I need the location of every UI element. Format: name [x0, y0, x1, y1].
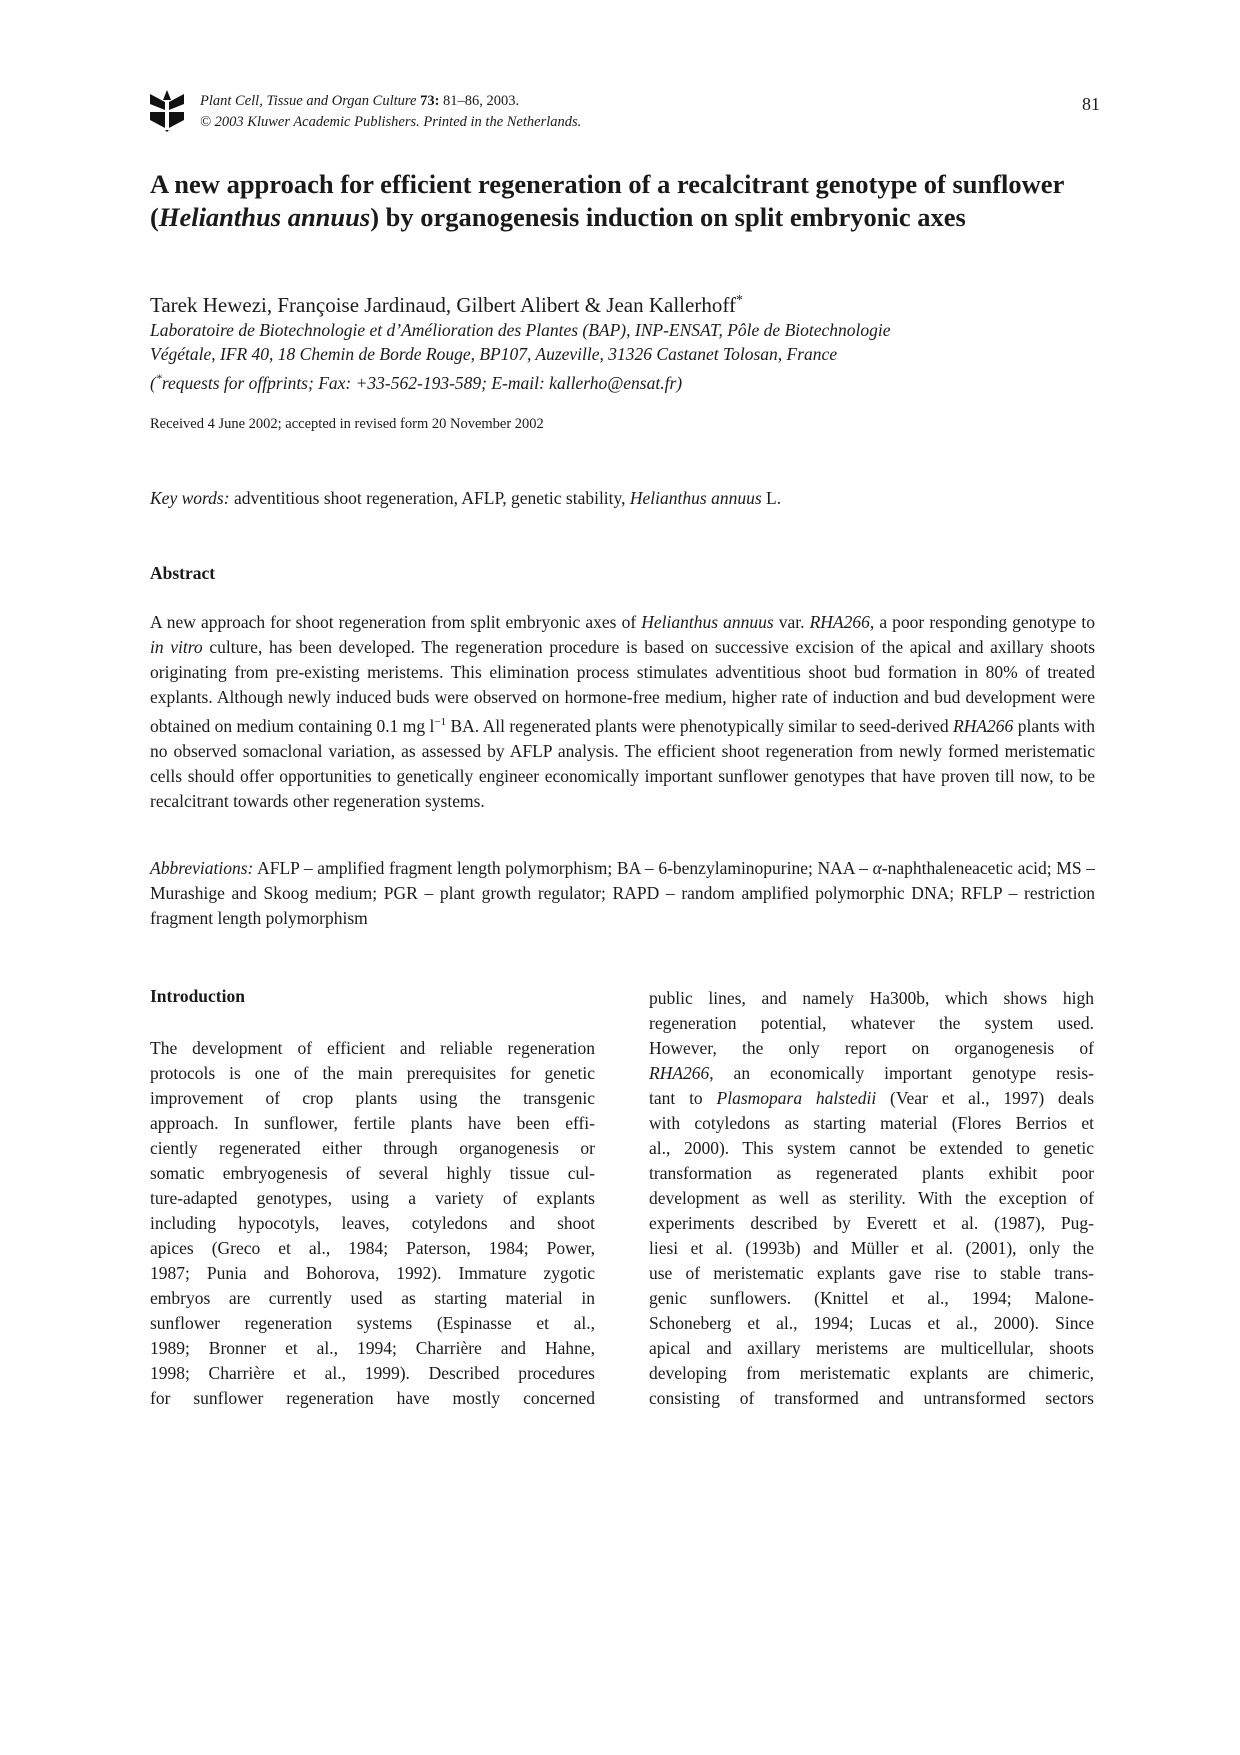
keywords: Key words: adventitious shoot regeneration, AFLP, genetic stability, Helianthus annuus L. [150, 488, 782, 508]
text-line: protocols is one of the main prerequisites for genetic [150, 1063, 595, 1083]
page-number: 81 [1082, 94, 1100, 114]
introduction-right-column [649, 986, 1094, 1411]
text-line: with cotyledons as starting material (Flores Berrios et [649, 1113, 1094, 1133]
text-line: However, the only report on organogenesis of [649, 1038, 1094, 1058]
text-line: ture-adapted genotypes, using a variety of explants [150, 1188, 595, 1208]
text-line: al., 2000). This system cannot be extended to genetic [649, 1138, 1094, 1158]
journal-citation [200, 91, 581, 133]
text-line: developing from meristematic explants are chimeric, [649, 1363, 1094, 1383]
text-line: liesi et al. (1993b) and Müller et al. (2001), only the [649, 1238, 1094, 1258]
text-line: improvement of crop plants using the transgenic [150, 1088, 595, 1108]
journal-volume: 73: [420, 93, 440, 109]
text-line: RHA266, an economically important genotype resis- [649, 1063, 1094, 1083]
affiliation [150, 318, 1110, 395]
text-line: 1987; Punia and Bohorova, 1992). Immature zygotic [150, 1263, 595, 1283]
article-title: A new approach for efficient regeneration of a recalcitrant genotype of sunflower (Helianthus annuus) by organogenesis induction on split embryonic axes [150, 169, 1064, 232]
text-line: 1998; Charrière et al., 1999). Described procedures [150, 1363, 595, 1383]
text-line: for sunflower regeneration have mostly concerned [150, 1388, 595, 1408]
text-line: ciently regenerated either through organogenesis or [150, 1138, 595, 1158]
introduction-heading: Introduction [150, 986, 245, 1006]
text-line: genic sunflowers. (Knittel et al., 1994; Malone- [649, 1288, 1094, 1308]
abbreviations: Abbreviations: AFLP – amplified fragment length polymorphism; BA – 6-benzylaminopurine; NAA – α-naphthaleneacetic acid; MS – Murashige and Skoog medium; PGR – plant growth regulator; RAPD – random amplified polymorphic DNA; RFLP – restriction fragment length polymorphism [150, 858, 1096, 928]
contact-line: (*requests for offprints; Fax: +33-562-193-589; E-mail: kallerho@ensat.fr) [150, 371, 683, 393]
text-line: Schoneberg et al., 1994; Lucas et al., 2000). Since [649, 1313, 1094, 1333]
corresponding-author-mark: * [735, 293, 743, 308]
abbreviations-label: Abbreviations: [150, 858, 254, 878]
keywords-label: Key words: [150, 488, 230, 508]
text-line: somatic embryogenesis of several highly tissue cul- [150, 1163, 595, 1183]
journal-name: Plant Cell, Tissue and Organ Culture [200, 93, 417, 109]
text-line: regeneration potential, whatever the system used. [649, 1013, 1094, 1033]
text-line: experiments described by Everett et al. (1987), Pug- [649, 1213, 1094, 1233]
text-line: sunflower regeneration systems (Espinasse et al., [150, 1313, 595, 1333]
copyright-line: © 2003 Kluwer Academic Publishers. Printed in the Netherlands. [200, 114, 582, 130]
affiliation-line: Végétale, IFR 40, 18 Chemin de Borde Rouge, BP107, Auzeville, 31326 Castanet Tolosan, France [150, 344, 838, 364]
text-line: approach. In sunflower, fertile plants have been effi- [150, 1113, 595, 1133]
introduction-left-column [150, 1036, 595, 1411]
text-line: development as well as sterility. With the exception of [649, 1188, 1094, 1208]
text-line: apical and axillary meristems are multicellular, shoots [649, 1338, 1094, 1358]
received-dates: Received 4 June 2002; accepted in revised form 20 November 2002 [150, 416, 544, 432]
abstract-heading: Abstract [150, 563, 216, 583]
kluwer-logo-icon [150, 90, 184, 132]
text-line: consisting of transformed and untransformed sectors [649, 1388, 1094, 1408]
text-line: use of meristematic explants gave rise to stable trans- [649, 1263, 1094, 1283]
affiliation-line: Laboratoire de Biotechnologie et d’Amélioration des Plantes (BAP), INP-ENSAT, Pôle de Biotechnologie [150, 320, 891, 340]
text-line: The development of efficient and reliable regeneration [150, 1038, 595, 1058]
text-line: including hypocotyls, leaves, cotyledons and shoot [150, 1213, 595, 1233]
journal-header [150, 90, 1100, 136]
author-list: Tarek Hewezi, Françoise Jardinaud, Gilbert Alibert & Jean Kallerhoff* [150, 293, 743, 317]
text-line: 1989; Bronner et al., 1994; Charrière and Hahne, [150, 1338, 595, 1358]
text-line: embryos are currently used as starting material in [150, 1288, 595, 1308]
journal-pages: 81–86, 2003. [443, 93, 520, 109]
text-line: apices (Greco et al., 1984; Paterson, 1984; Power, [150, 1238, 595, 1258]
text-line: public lines, and namely Ha300b, which shows high [649, 988, 1094, 1008]
abstract-text: A new approach for shoot regeneration from split embryonic axes of Helianthus annuus var. RHA266, a poor responding genotype to in vitro culture, has been developed. The regeneration procedure is based on successive excision of the apical and axillary shoots originating from pre-existing meristems. This elimination process stimulates adventitious shoot bud formation in 80% of treated explants. Although newly induced buds were observed on hormone-free medium, higher rate of induction and bud development were obtained on medium containing 0.1 mg $l^{-1}$ BA. All regenerated plants were phenotypically similar to seed-derived RHA266 plants with no observed somaclonal variation, as assessed by AFLP analysis. The efficient shoot regeneration from newly formed meristematic cells should offer opportunities to genetically engineer economically important sunflower genotypes that have proven till now, to be recalcitrant towards other regeneration systems. [150, 612, 1096, 811]
text-line: tant to Plasmopara halstedii (Vear et al., 1997) deals [649, 1088, 1095, 1108]
text-line: transformation as regenerated plants exhibit poor [649, 1163, 1094, 1183]
